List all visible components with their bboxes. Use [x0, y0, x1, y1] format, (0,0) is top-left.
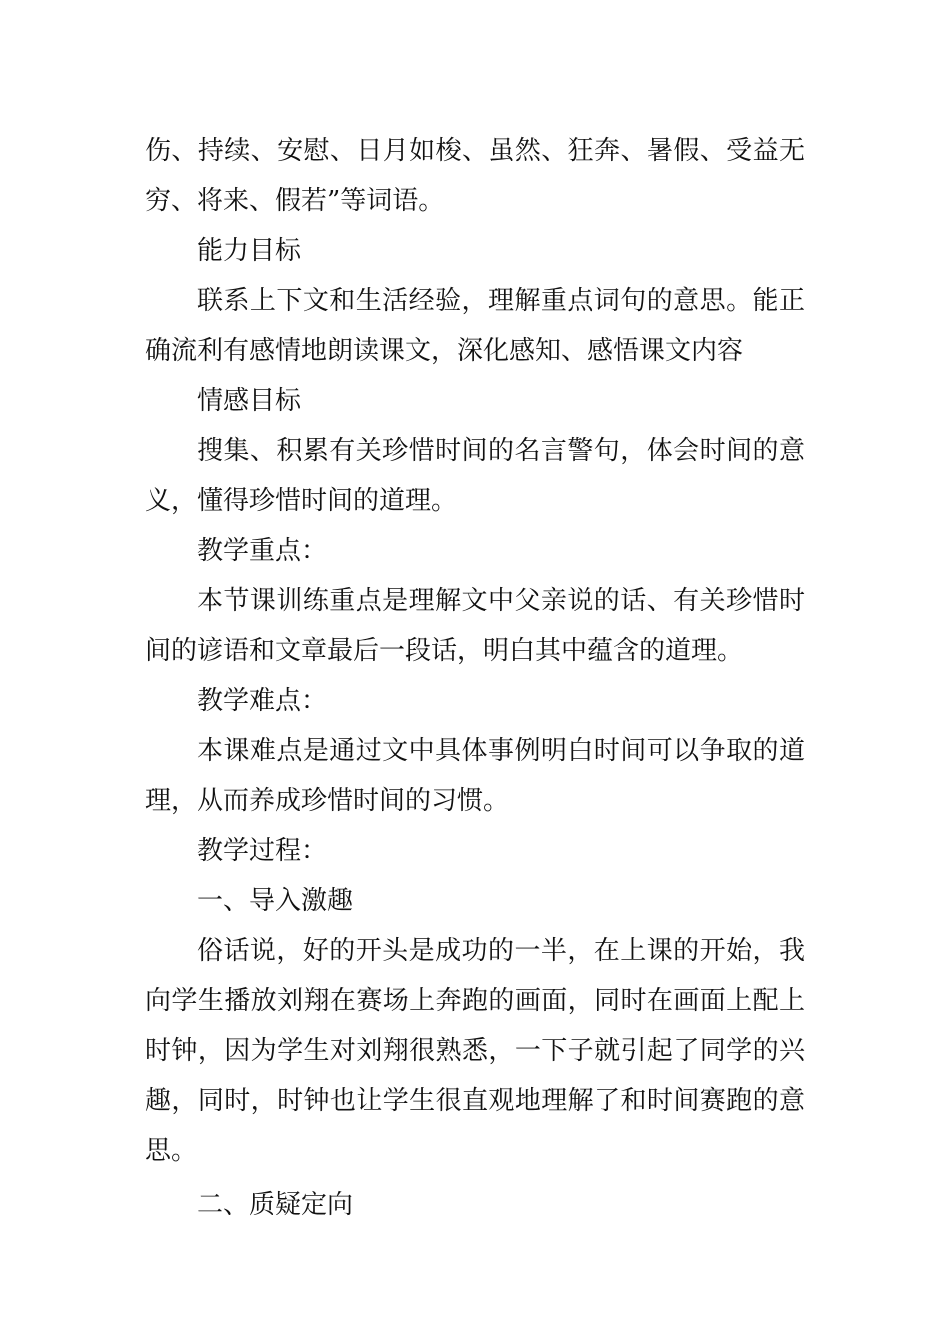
step-one-heading: 一、导入激趣 [197, 886, 354, 916]
vocab-continuation-paragraph: 伤、持续、安慰、日月如梭、虽然、狂奔、暑假、受益无穷、将来、假若”等词语。 [145, 136, 805, 216]
teaching-key-point-paragraph: 本节课训练重点是理解文中父亲说的话、有关珍惜时间的谚语和文章最后一段话，明白其中蕴含的道理。 [145, 586, 805, 666]
ability-goal-heading: 能力目标 [197, 236, 302, 266]
teaching-key-point-heading: 教学重点： [197, 536, 328, 566]
emotion-goal-paragraph: 搜集、积累有关珍惜时间的名言警句，体会时间的意义，懂得珍惜时间的道理。 [145, 436, 805, 516]
teaching-difficulty-heading: 教学难点： [197, 686, 328, 716]
emotion-goal-heading: 情感目标 [197, 386, 302, 416]
teaching-difficulty-paragraph: 本课难点是通过文中具体事例明白时间可以争取的道理，从而养成珍惜时间的习惯。 [145, 736, 805, 816]
document-body [145, 126, 805, 1230]
step-one-paragraph: 俗话说，好的开头是成功的一半，在上课的开始，我向学生播放刘翔在赛场上奔跑的画面，同时在画面上配上时钟，因为学生对刘翔很熟悉，一下子就引起了同学的兴趣，同时，时钟也让学生很直观地理解了和时间赛跑的意思。 [145, 936, 805, 1166]
teaching-process-heading: 教学过程： [197, 836, 328, 866]
step-two-heading: 二、质疑定向 [197, 1190, 354, 1220]
ability-goal-paragraph: 联系上下文和生活经验，理解重点词句的意思。能正确流利有感情地朗读课文，深化感知、感悟课文内容 [145, 286, 805, 366]
